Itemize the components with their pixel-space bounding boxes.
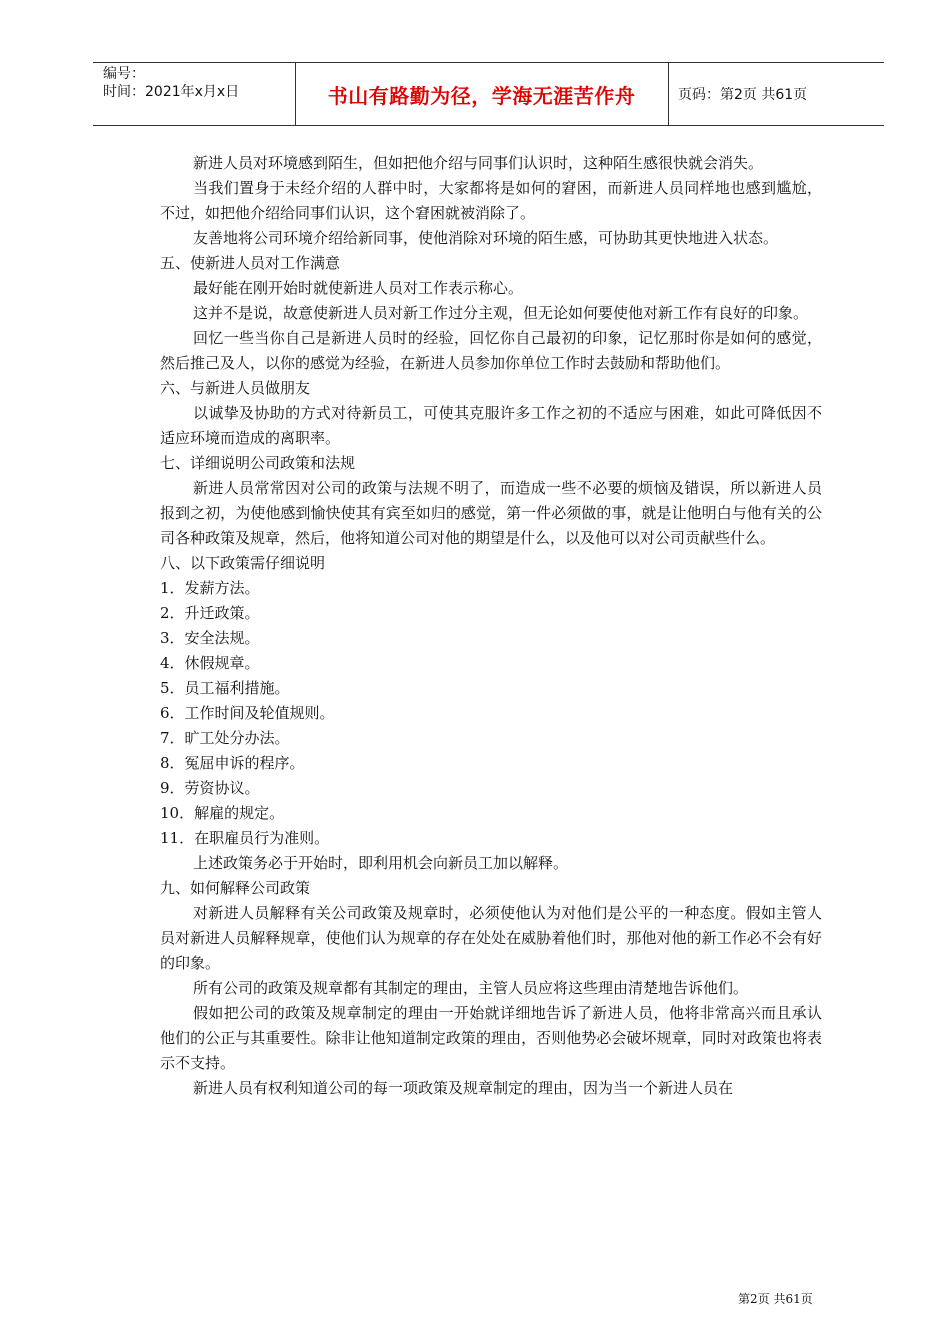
list-item: 8．冤屈申诉的程序。	[160, 754, 305, 772]
list-item: 7．旷工处分办法。	[160, 729, 290, 747]
list-item: 11．在职雇员行为准则。	[160, 829, 330, 847]
paragraph: 最好能在刚开始时就使新进人员对工作表示称心。	[193, 279, 524, 297]
paragraph: 上述政策务必于开始时，即利用机会向新员工加以解释。	[193, 854, 569, 872]
section-heading: 九、如何解释公司政策	[160, 879, 311, 897]
section-heading: 五、使新进人员对工作满意	[160, 254, 341, 272]
document-body	[160, 151, 822, 1101]
paragraph: 新进人员对环境感到陌生，但如把他介绍与同事们认识时，这种陌生感很快就会消失。	[193, 154, 764, 172]
paragraph: 这并不是说，故意使新进人员对新工作过分主观，但无论如何要使他对新工作有良好的印象。	[193, 304, 809, 322]
list-item: 9．劳资协议。	[160, 779, 260, 797]
page-footer: 第2页 共61页	[738, 1292, 813, 1306]
list-item: 4．休假规章。	[160, 654, 260, 672]
list-item: 6．工作时间及轮值规则。	[160, 704, 335, 722]
section-heading: 八、以下政策需仔细说明	[160, 554, 326, 572]
header-meta	[103, 65, 239, 101]
paragraph: 以诚挚及协助的方式对待新员工，可使其克服许多工作之初的不适应与困难，如此可降低因不适应环境而造成的离职率。	[160, 404, 822, 447]
document-number-label: 编号：	[103, 66, 145, 82]
paragraph: 假如把公司的政策及规章制定的理由一开始就详细地告诉了新进人员，他将非常高兴而且承认他们的公正与其重要性。除非让他知道制定政策的理由，否则他势必会破坏规章，同时对政策也将表示不支持。	[160, 1004, 822, 1072]
paragraph: 新进人员有权利知道公司的每一项政策及规章制定的理由，因为当一个新进人员在	[193, 1079, 734, 1097]
list-item: 2．升迁政策。	[160, 604, 260, 622]
list-item: 1．发薪方法。	[160, 579, 260, 597]
paragraph: 对新进人员解释有关公司政策及规章时，必须使他认为对他们是公平的一种态度。假如主管人员对新进人员解释规章，使他们认为规章的存在处处在威胁着他们时，那他对他的新工作必不会有好的印象。	[160, 904, 822, 972]
list-item: 3．安全法规。	[160, 629, 260, 647]
paragraph: 新进人员常常因对公司的政策与法规不明了，而造成一些不必要的烦恼及错误，所以新进人员报到之初，为使他感到愉快使其有宾至如归的感觉，第一件必须做的事，就是让他明白与他有关的公司各种政策及规章，然后，他将知道公司对他的期望是什么，以及他可以对公司贡献些什么。	[160, 479, 822, 547]
paragraph: 友善地将公司环境介绍给新同事，使他消除对环境的陌生感，可协助其更快地进入状态。	[193, 229, 779, 247]
paragraph: 回忆一些当你自己是新进人员时的经验，回忆你自己最初的印象，记忆那时你是如何的感觉，然后推己及人，以你的感觉为经验，在新进人员参加你单位工作时去鼓励和帮助他们。	[160, 329, 822, 372]
header-motto: 书山有路勤为径，学海无涯苦作舟	[327, 83, 636, 108]
paragraph: 所有公司的政策及规章都有其制定的理由，主管人员应将这些理由清楚地告诉他们。	[193, 979, 749, 997]
header-divider	[668, 63, 669, 125]
header-page-info: 页码：第2页 共61页	[678, 87, 808, 103]
list-item: 10．解雇的规定。	[160, 804, 285, 822]
section-heading: 六、与新进人员做朋友	[160, 379, 311, 397]
document-date: 时间：2021年x月x日	[103, 84, 240, 100]
section-heading: 七、详细说明公司政策和法规	[160, 454, 356, 472]
page-header	[93, 62, 884, 126]
paragraph: 当我们置身于未经介绍的人群中时，大家都将是如何的窘困，而新进人员同样地也感到尴尬，不过，如把他介绍给同事们认识，这个窘困就被消除了。	[160, 179, 822, 222]
list-item: 5．员工福利措施。	[160, 679, 290, 697]
